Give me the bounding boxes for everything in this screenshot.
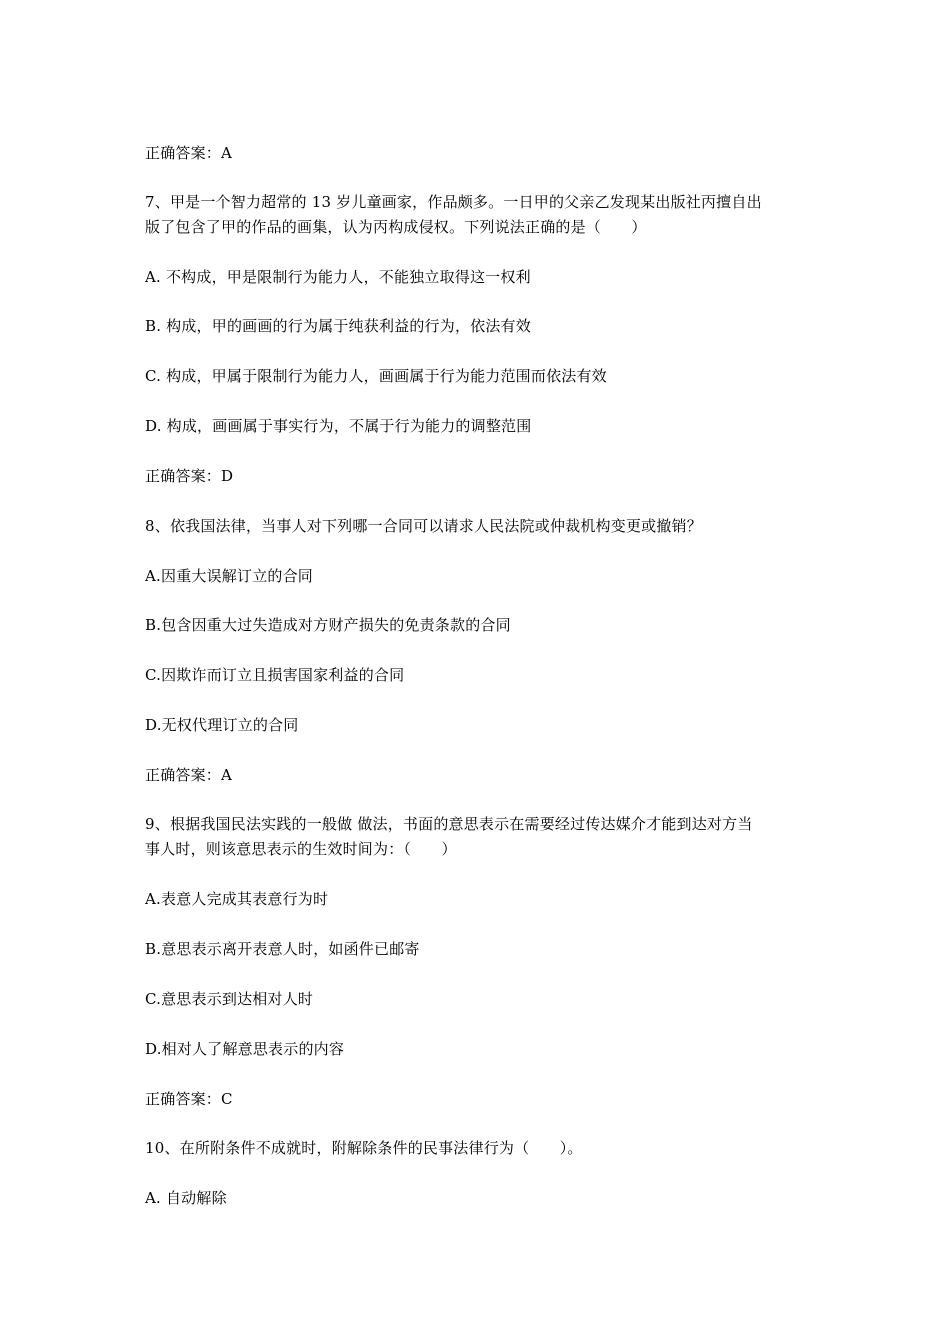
option-line: C.因欺诈而订立且损害国家利益的合同 (145, 666, 405, 684)
question-10-line: 10、在所附条件不成就时，附解除条件的民事法律行为（ ）。 (145, 1139, 583, 1157)
question-9-line-1: 9、根据我国民法实践的一般做 做法，书面的意思表示在需要经过传达媒介才能到达对方当 (145, 815, 753, 833)
option-line: B.意思表示离开表意人时，如函件已邮寄 (145, 940, 420, 958)
option-line: D. 构成，画画属于事实行为，不属于行为能力的调整范围 (145, 417, 532, 435)
question-7-line-1: 7、甲是一个智力超常的 13 岁儿童画家，作品颇多。一日甲的父亲乙发现某出版社丙擅自出 (145, 193, 762, 211)
option-line: C.意思表示到达相对人时 (145, 990, 314, 1008)
question-8-line: 8、依我国法律，当事人对下列哪一合同可以请求人民法院或仲裁机构变更或撤销？ (145, 517, 702, 535)
option-line: A. 不构成，甲是限制行为能力人，不能独立取得这一权利 (145, 268, 531, 286)
option-line: A.因重大误解订立的合同 (145, 567, 314, 585)
answer-line: 正确答案：A (145, 144, 233, 162)
option-line: D.相对人了解意思表示的内容 (145, 1040, 345, 1058)
answer-line: 正确答案：D (145, 467, 234, 485)
option-line: C. 构成，甲属于限制行为能力人，画画属于行为能力范围而依法有效 (145, 367, 607, 385)
option-line: A.表意人完成其表意行为时 (145, 890, 329, 908)
answer-line: 正确答案：A (145, 766, 233, 784)
option-line: B.包含因重大过失造成对方财产损失的免责条款的合同 (145, 616, 511, 634)
option-line: A. 自动解除 (145, 1189, 227, 1207)
answer-line: 正确答案：C (145, 1090, 233, 1108)
option-line: D.无权代理订立的合同 (145, 716, 299, 734)
question-7-line-2: 版了包含了甲的作品的画集，认为丙构成侵权。下列说法正确的是（ ） (145, 218, 647, 236)
question-9-line-2: 事人时，则该意思表示的生效时间为：（ ） (145, 840, 457, 858)
option-line: B. 构成，甲的画画的行为属于纯获利益的行为，依法有效 (145, 317, 531, 335)
